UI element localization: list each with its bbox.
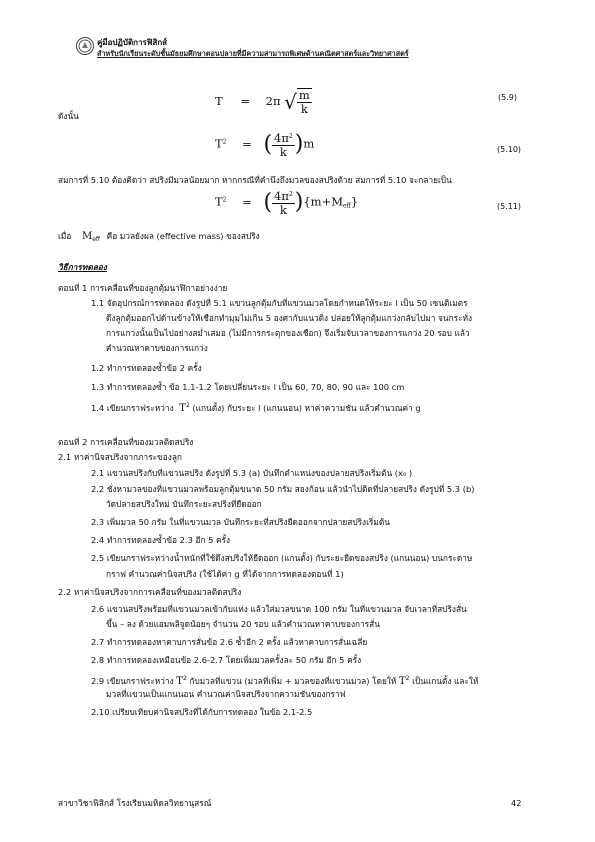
eq-label-5-11: (5.11) — [497, 202, 522, 211]
step-2-7: 2.7 ทำการทดลองหาคาบการสั่นข้อ 2.6 ซ้ำอีก 2 ครั้ง แล้วหาคาบการสั่นเฉลี่ย — [91, 637, 368, 647]
paragraph-5-10: สมการที่ 5.10 ต้องคิดว่า สปริงมีมวลน้อยมาก หากกรณีที่คำนึงถึงมวลของสปริงด้วย สมการที่ 5.10 จะกลายเป็น — [58, 175, 452, 185]
step-1-4: 1.4 เขียนกราฟระหว่าง $T^2$ (แกนตั้ง) กับระยะ l (แกนนอน) หาค่าความชัน แล้วคำนวณค่า g — [91, 402, 421, 414]
eq-den: k — [300, 102, 308, 116]
step-2-6-line1: 2.6 แขวนสปริงพร้อมที่แขวนมวลเข้ากับแท่ง แล้วใส่มวลขนาด 100 กรัม ในที่แขวนมวล จับเวลาที่สปริงสั่น — [91, 604, 467, 614]
therefore-text: ดังนั้น — [58, 111, 79, 121]
step-1-3: 1.3 ทำการทดลองซ้ำ ข้อ 1.1-1.2 โดยเปลี่ยนระยะ l เป็น 60, 70, 80, 90 และ 100 cm — [91, 382, 405, 392]
step-2-10: 2.10 เปรียบเทียบค่านิจสปริงที่ได้กับการทดลอง ในข้อ 2.1-2.5 — [91, 707, 313, 717]
header-subtitle: สำหรับนักเรียนระดับชั้นมัธยมศึกษาตอนปลายที่มีความสามารถพิเศษด้านคณิตศาสตร์และวิทยาศาสตร์ — [97, 49, 409, 58]
equation-5-10: $T^2$ = ( $\frac{4\pi^2}{k}$ )m — [215, 131, 315, 159]
page-number: 42 — [511, 798, 522, 808]
step-2-4: 2.4 ทำการทดลองซ้ำข้อ 2.3 อีก 5 ครั้ง — [91, 535, 231, 545]
step-1-1-line4: คำนวณหาคาบของการแกว่ง — [106, 343, 208, 353]
eq-equals: = — [240, 94, 250, 108]
step-2-9-line2: มวลที่แขวนเป็นแกนนอน คำนวณค่านิจสปริงจากความชันของกราฟ — [106, 689, 346, 699]
eq-num: m — [298, 88, 310, 102]
step-2-3: 2.3 เพิ่มมวล 50 กรัม ในที่แขวนมวล บันทึกระยะที่สปริงยืดออกจากปลายสปริงเริ่มต้น — [91, 517, 390, 527]
step-2-5-line2: กราฟ คำนวณค่านิจสปริง (ใช้ได้ค่า g ที่ได้จากการทดลองตอนที่ 1) — [106, 569, 344, 579]
step-2-2-line2: วัดปลายสปริงใหม่ บันทึกระยะสปริงที่ยืดออก — [106, 499, 262, 509]
step-2-5-line1: 2.5 เขียนกราฟระหว่างน้ำหนักที่ใช้ดึงสปริงให้ยืดออก (แกนตั้ง) กับระยะยืดของสปริง (แกนนอน) บนกระดาษ — [91, 553, 473, 563]
step-1-2: 1.2 ทำการทดลองซ้ำข้อ 2 ครั้ง — [91, 363, 202, 373]
eq-label-5-9: (5.9) — [498, 93, 517, 102]
eq-coef: 2π — [265, 94, 281, 108]
footer-left: สาขาวิชาฟิสิกส์ โรงเรียนมหิดลวิทยานุสรณ์ — [58, 798, 212, 808]
step-1-1-line2: ดึงลูกตุ้มออกไปด้านข้างให้เชือกทำมุมไม่เกิน 5 องศากับแนวดิ่ง ปล่อยให้ลูกตุ้มแกว่งกลับไปมา จนกระทั่ง — [106, 313, 473, 323]
logo-emblem-icon — [77, 38, 93, 54]
header-title: คู่มือปฏิบัติการฟิสิกส์ — [97, 38, 168, 47]
where-definition: เมื่อ $M_{eff}$ คือ มวลยังผล (effective mass) ของสปริง — [58, 231, 260, 243]
step-2-2-line1: 2.2 ชั่งหามวลของที่แขวนมวลพร้อมลูกตุ้มขนาด 50 กรัม สองก้อน แล้วนำไปติดที่ปลายสปริง ดังรูปที่ 5.3 (b) — [91, 484, 475, 494]
method-title: วิธีการทดลอง — [58, 262, 107, 272]
step-1-1-line3: การแกว่งนั้นเป็นไปอย่างสม่ำเสมอ (ไม่มีการกระตุกของเชือก) จึงเริ่มจับเวลาของการแกว่ง 20 รอบ แล้ว — [106, 328, 470, 338]
step-2-6-line2: ขึ้น – ลง ด้วยแอมพลิจูดน้อยๆ จำนวน 20 รอบ แล้วคำนวณหาคาบของการสั่น — [106, 619, 380, 629]
eq-label-5-10: (5.10) — [497, 145, 522, 154]
equation-5-11: $T^2$ = ( $\frac{4\pi^2}{k}$ )$\{m+M_{eff}\}$ — [215, 189, 359, 217]
step-2-9-line1: 2.9 เขียนกราฟระหว่าง $T^2$ กับมวลที่แขวน (มวลที่เพิ่ม + มวลของที่แขวนมวล) โดยให้ $T^2$ เป็นแกนตั้ง และให้ — [91, 675, 479, 687]
step-2-8: 2.8 ทำการทดลองเหมือนข้อ 2.6-2.7 โดยเพิ่มมวลครั้งละ 50 กรัม อีก 5 ครั้ง — [91, 655, 362, 665]
step-2-1-heading: 2.1 หาค่านิจสปริงจากภาระของลูก — [58, 452, 182, 462]
part2-title: ตอนที่ 2 การเคลื่อนที่ของมวลติดสปริง — [58, 437, 194, 447]
eq-lhs: T — [215, 94, 223, 108]
step-2-1: 2.1 แขวนสปริงกับที่แขวนสปริง ดังรูปที่ 5.3 (a) บันทึกตำแหน่งของปลายสปริงเริ่มต้น (x₀ ) — [91, 468, 413, 478]
school-logo — [76, 37, 94, 55]
part1-title: ตอนที่ 1 การเคลื่อนที่ของลูกตุ้มนาฬิกาอย่างง่าย — [58, 283, 228, 293]
step-1-1-line1: 1.1 จัดอุปกรณ์การทดลอง ดังรูปที่ 5.1 แขวนลูกตุ้มกับที่แขวนมวลโดยกำหนดให้ระยะ l เป็น 50 เซนติเมตร — [91, 298, 468, 308]
equation-5-9: T = 2π √ $\frac{m}{k}$ — [215, 88, 310, 116]
step-2-2-heading: 2.2 หาค่านิจสปริงจากการเคลื่อนที่ของมวลติดสปริง — [58, 587, 242, 597]
